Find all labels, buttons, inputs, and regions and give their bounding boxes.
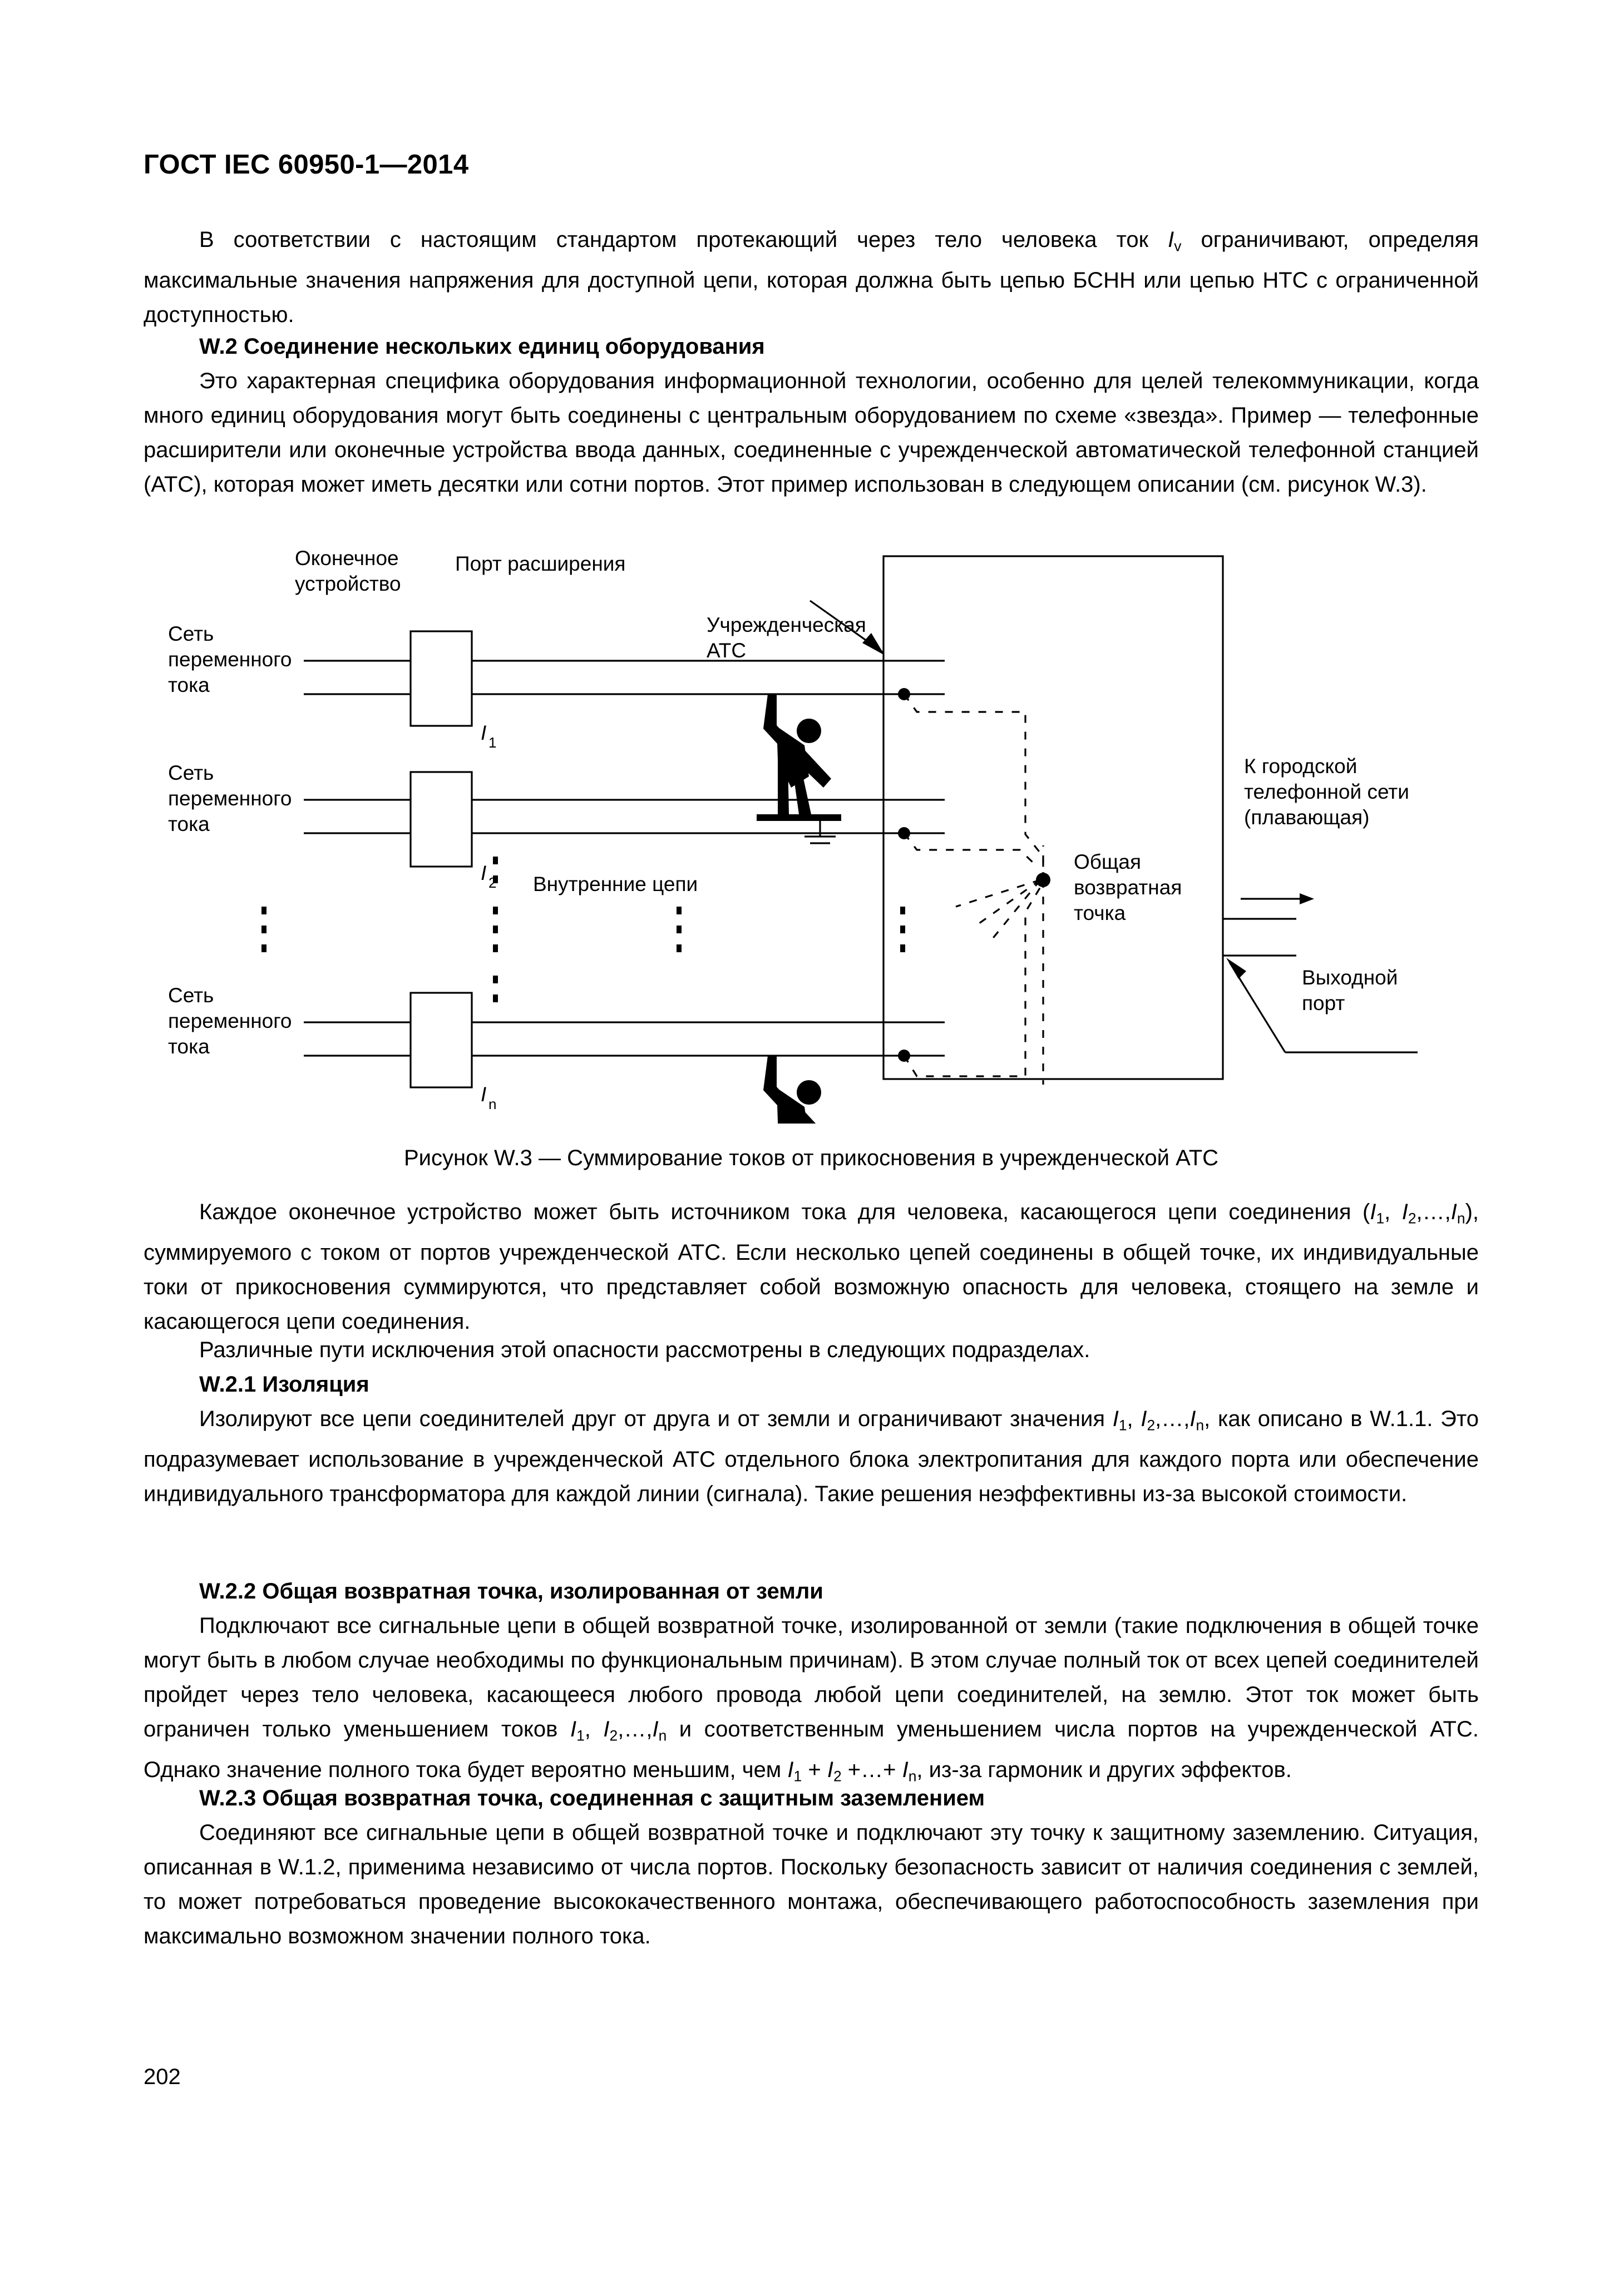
label-mains-n-line1: Сеть [168, 984, 214, 1007]
label-pbx-line1: Учрежденческая [707, 613, 866, 636]
w22-s2-sub: 2 [833, 1768, 842, 1785]
afterfig-i2: I [1401, 1200, 1408, 1224]
section-w23-heading-block [144, 1781, 1479, 1815]
label-terminal-device-line2: устройство [295, 572, 401, 595]
afterfig-part2: ), суммируемого с током от портов учрежденческой АТС. Если несколько цепей соединены в общей точке, их индивидуальные токи от прикосновения суммируются, что представляет собой возможную опасность для человека, стоящего на земле и касающегося цепи соединения. [144, 1200, 1479, 1334]
section-w2-paragraph [144, 364, 1479, 502]
intro-paragraph [144, 222, 1479, 332]
label-common-return-line2: возвратная [1074, 876, 1182, 899]
w22-s2: I [827, 1758, 833, 1783]
label-mains-n-line2: переменного [168, 1010, 292, 1032]
label-internal-circuits: Внутренние цепи [533, 873, 698, 895]
label-output-port-line2: порт [1302, 992, 1345, 1015]
label-mains-1-line2: переменного [168, 648, 292, 671]
row1-terminal-device-box [411, 631, 472, 726]
w21-sep2: ,…, [1155, 1407, 1190, 1431]
w22-i3: I [652, 1717, 659, 1741]
pbx-box [883, 556, 1223, 1079]
person-touching-row1 [757, 694, 841, 843]
afterfig-i3-sub: n [1457, 1210, 1465, 1227]
w22-i1: I [570, 1717, 577, 1741]
afterfig-part1: Каждое оконечное устройство может быть источником тока для человека, касающегося цепи соединения ( [199, 1200, 1370, 1224]
section-w23-heading: W.2.3 Общая возвратная точка, соединенная с защитным заземлением [199, 1786, 985, 1810]
label-current-n: I [481, 1083, 487, 1106]
afterfig-sep1: , [1384, 1200, 1402, 1224]
intro-text-part1: В соответствии с настоящим стандартом протекающий через тело человека ток [199, 227, 1168, 252]
w21-i3: I [1189, 1407, 1196, 1431]
w22-plus1: + [802, 1758, 827, 1783]
section-w22-heading: W.2.2 Общая возвратная точка, изолированная от земли [199, 1579, 823, 1604]
w22-plus2: +…+ [841, 1758, 902, 1783]
intro-current-symbol: I [1168, 227, 1174, 252]
afterfig-i3: I [1450, 1200, 1457, 1224]
section-w23-paragraph-text: Соединяют все сигнальные цепи в общей возвратной точке и подключают эту точку к защитному заземлению. Ситуация, описанная в W.1.2, применима независимо от числа портов. Поскольку безопасность зависит от наличия соединения с землей, то может потребоваться проведение высококачественного монтажа, обеспечивающего работоспособность заземления при максимально возможном значении полного тока. [144, 1820, 1479, 1948]
output-arrow-head [1300, 893, 1314, 904]
label-to-network-line2: телефонной сети [1244, 780, 1409, 803]
label-pbx-line2: АТС [707, 639, 747, 662]
section-w2-heading-block [144, 329, 1479, 364]
w22-i1-sub: 1 [576, 1727, 585, 1744]
figure-w3-caption: Рисунок W.3 — Суммирование токов от прикосновения в учрежденческой АТС [403, 1146, 1219, 1170]
w21-i2: I [1141, 1407, 1147, 1431]
label-mains-2-line2: переменного [168, 787, 292, 810]
w21-i3-sub: n [1196, 1417, 1205, 1434]
w22-s3: I [902, 1758, 909, 1783]
label-mains-2-line1: Сеть [168, 761, 214, 784]
expansion-port-arrowhead [862, 633, 885, 655]
w22-i2: I [603, 1717, 610, 1741]
ellipsis-col-left [261, 907, 266, 952]
w22-s3-sub: n [908, 1768, 917, 1785]
ellipsis-col-pbx [900, 907, 905, 952]
w21-sep1: , [1127, 1407, 1141, 1431]
label-mains-1-line1: Сеть [168, 622, 214, 645]
w21-i1: I [1112, 1407, 1119, 1431]
label-mains-2-line3: тока [168, 813, 210, 835]
w21-part2: , как описано в W.1.1. Это подразумевает использование в учрежденческой АТС отдельного блока электропитания для каждого порта или обеспечение индивидуального трансформатора для каждой линии (сигнала). Такие решения неэффективны из-за высокой стоимости. [144, 1407, 1479, 1507]
section-w22-heading-block [144, 1574, 1479, 1609]
label-current-1-subscript: 1 [488, 734, 497, 751]
section-w21-heading: W.2.1 Изоляция [199, 1372, 369, 1397]
section-w23-paragraph [144, 1815, 1479, 1953]
w22-part3: , из-за гармоник и других эффектов. [916, 1758, 1292, 1783]
w22-i3-sub: n [658, 1727, 667, 1744]
label-current-n-subscript: n [488, 1096, 497, 1112]
w21-part1: Изолируют все цепи соединителей друг от друга и от земли и ограничивают значения [199, 1407, 1113, 1431]
row2-terminal-device-box [411, 772, 472, 867]
page-number: 202 [144, 2065, 181, 2089]
rown-terminal-device-box [411, 993, 472, 1087]
w22-part1: Подключают все сигнальные цепи в общей возвратной точке, изолированной от земли (такие подключения в общей точке могут быть в любом случае необходимы по функциональным причинам). В этом случае полный ток от всех цепей соединителей пройдет через тело человека, касающееся любого провода любой цепи соединителей, на землю. Этот ток может быть ограничен только уменьшением токов [144, 1614, 1479, 1741]
label-output-port-line1: Выходной [1302, 966, 1398, 989]
afterfig-i1-sub: 1 [1376, 1210, 1385, 1227]
common-return-point-dot [1036, 873, 1050, 887]
w22-i2-sub: 2 [609, 1727, 618, 1744]
output-port-arrowhead [1226, 958, 1246, 979]
ways-paragraph-text: Различные пути исключения этой опасности рассмотрены в следующих подразделах. [199, 1338, 1090, 1362]
afterfig-sep2: ,…, [1416, 1200, 1451, 1224]
document-header-standard-number: ГОСТ IEC 60950-1—2014 [144, 150, 469, 180]
ways-paragraph [144, 1333, 1479, 1367]
label-to-network-line1: К городской [1244, 755, 1358, 778]
section-w2-heading: W.2 Соединение нескольких единиц оборудования [199, 334, 765, 359]
label-mains-1-line3: тока [168, 674, 210, 696]
label-current-1: I [481, 721, 487, 744]
w22-sep1: , [584, 1717, 604, 1741]
section-w2-paragraph-text: Это характерная специфика оборудования информационной технологии, особенно для целей телекоммуникации, когда много единиц оборудования могут быть соединены с центральным оборудованием по схеме «звезда». Пример — телефонные расширители или оконечные устройства ввода данных, соединенные с учрежденческой автоматической телефонной станцией (АТС), которая может иметь десятки или сотни портов. Этот пример использован в следующем описании (см. рисунок W.3). [144, 369, 1479, 497]
section-w21-paragraph [144, 1402, 1479, 1511]
label-terminal-device-line1: Оконечное [295, 547, 399, 570]
section-w22-paragraph [144, 1609, 1479, 1794]
w22-s1-sub: 1 [793, 1768, 802, 1785]
label-expansion-port: Порт расширения [455, 552, 626, 575]
label-current-2: I [481, 862, 487, 884]
after-figure-paragraph [144, 1195, 1479, 1339]
label-common-return-line3: точка [1074, 902, 1126, 924]
label-to-network-line3: (плавающая) [1244, 806, 1370, 829]
intro-current-subscript: v [1174, 237, 1182, 255]
ellipsis-col-middle [677, 907, 682, 952]
w22-part2: и соответственным уменьшением числа портов на учрежденческой АТС. Однако значение полного тока будет вероятно меньшим, чем [144, 1717, 1479, 1783]
label-current-2-subscript: 2 [488, 874, 497, 891]
intro-text-part2: ограничивают, определяя максимальные значения напряжения для доступной цепи, которая должна быть цепью БСНН или цепью НТС с ограниченной доступностью. [144, 227, 1479, 328]
label-mains-n-line3: тока [168, 1035, 210, 1058]
figure-w3 [144, 523, 1479, 1124]
w21-i2-sub: 2 [1147, 1417, 1156, 1434]
section-w21-heading-block [144, 1367, 1479, 1402]
afterfig-i2-sub: 2 [1408, 1210, 1416, 1227]
w22-sep2: ,…, [618, 1717, 653, 1741]
person-touching-rown [757, 1056, 841, 1124]
afterfig-i1: I [1370, 1200, 1376, 1224]
label-common-return-line1: Общая [1074, 850, 1142, 873]
w22-s1: I [787, 1758, 794, 1783]
w21-i1-sub: 1 [1118, 1417, 1127, 1434]
